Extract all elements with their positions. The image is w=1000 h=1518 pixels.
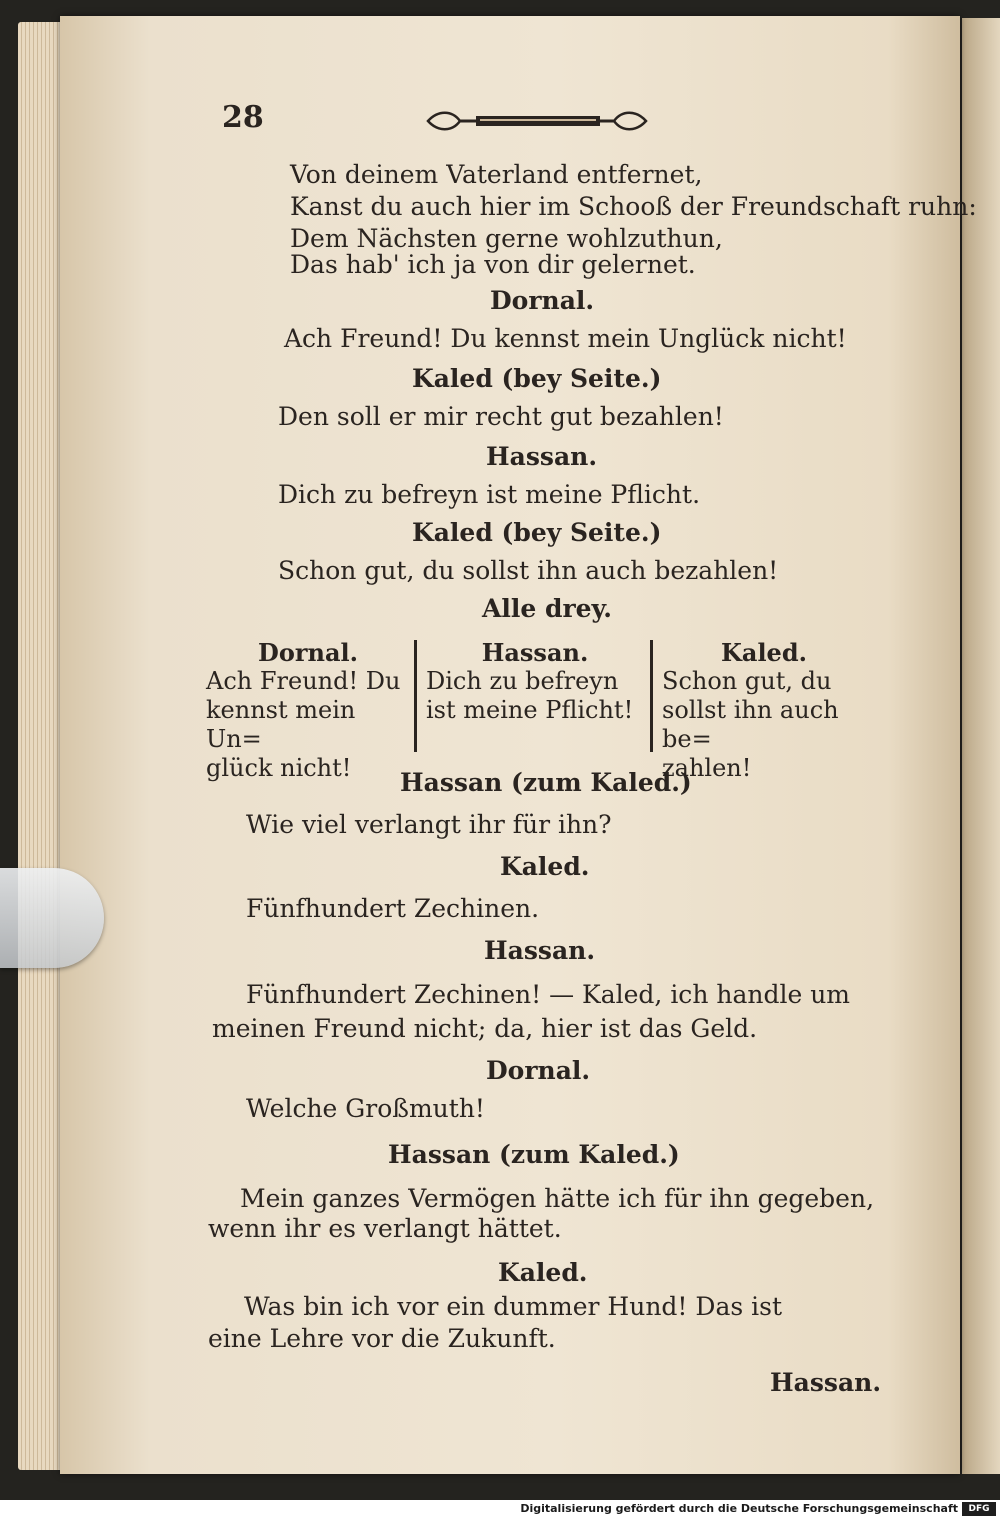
speaker-heading: Hassan (zum Kaled.) [400,768,692,797]
dialogue-line: meinen Freund nicht; da, hier ist das Geld. [212,1014,758,1043]
dialogue-line: Was bin ich vor ein dummer Hund! Das ist [244,1292,783,1321]
speaker-heading: Dornal. [490,286,595,315]
facing-page-edge [962,18,1000,1474]
trio-line: Dich zu befreyn [426,667,619,695]
dialogue-line: Ach Freund! Du kennst mein Unglück nicht! [284,324,847,353]
dialogue-line: eine Lehre vor die Zukunft. [208,1324,556,1353]
dfg-logo-icon: DFG [962,1502,996,1516]
dialogue-line: Mein ganzes Vermögen hätte ich für ihn gegeben, [240,1184,875,1213]
header-ornament-icon [424,104,650,138]
trio-speaker: Kaled. [721,638,807,667]
dialogue-line: Fünfhundert Zechinen! — Kaled, ich handle um [246,980,851,1009]
speaker-heading: Kaled (bey Seite.) [412,364,662,393]
trio-speaker: Hassan. [481,638,589,667]
trio-column-kaled [662,638,866,783]
speaker-heading: Kaled. [500,852,590,881]
speaker-heading: Alle drey. [482,594,612,623]
trio-line: Schon gut, du [662,667,832,695]
speaker-heading: Dornal. [486,1056,591,1085]
dialogue-line: Wie viel verlangt ihr für ihn? [246,810,612,839]
dialogue-line: Fünfhundert Zechinen. [246,894,540,923]
speaker-heading: Hassan. [484,936,596,965]
trio-line: ist meine Pflicht! [426,696,634,724]
speaker-heading: Hassan (zum Kaled.) [388,1140,680,1169]
verse-line: Dem Nächsten gerne wohlzuthun, [290,224,723,253]
funding-credit: Digitalisierung gefördert durch die Deutsche Forschungsgemeinschaft [520,1502,958,1515]
verse-line: Das hab' ich ja von dir gelernet. [290,250,696,279]
trio-line: sollst ihn auch be= [662,696,839,753]
catchword: Hassan. [770,1368,882,1397]
column-divider [414,640,417,752]
speaker-heading: Hassan. [486,442,598,471]
page-clip [0,868,104,968]
trio-column-hassan [426,638,644,725]
dialogue-line: Welche Großmuth! [246,1094,485,1123]
speaker-heading: Kaled (bey Seite.) [412,518,662,547]
trio-line: glück nicht! [206,754,352,782]
speaker-heading: Kaled. [498,1258,588,1287]
trio-line: zahlen! [662,754,752,782]
verse-line: Kanst du auch hier im Schooß der Freundschaft ruhn: [290,192,977,221]
dialogue-line: wenn ihr es verlangt hättet. [208,1214,562,1243]
page-number: 28 [222,100,264,135]
dialogue-line: Schon gut, du sollst ihn auch bezahlen! [278,556,779,585]
trio-column-dornal [206,638,410,783]
dialogue-line: Dich zu befreyn ist meine Pflicht. [278,480,701,509]
trio-line: Ach Freund! Du [206,667,401,695]
column-divider [650,640,653,752]
trio-speaker: Dornal. [258,638,358,667]
verse-line: Von deinem Vaterland entfernet, [290,160,703,189]
dialogue-line: Den soll er mir recht gut bezahlen! [278,402,724,431]
trio-line: kennst mein Un= [206,696,356,753]
